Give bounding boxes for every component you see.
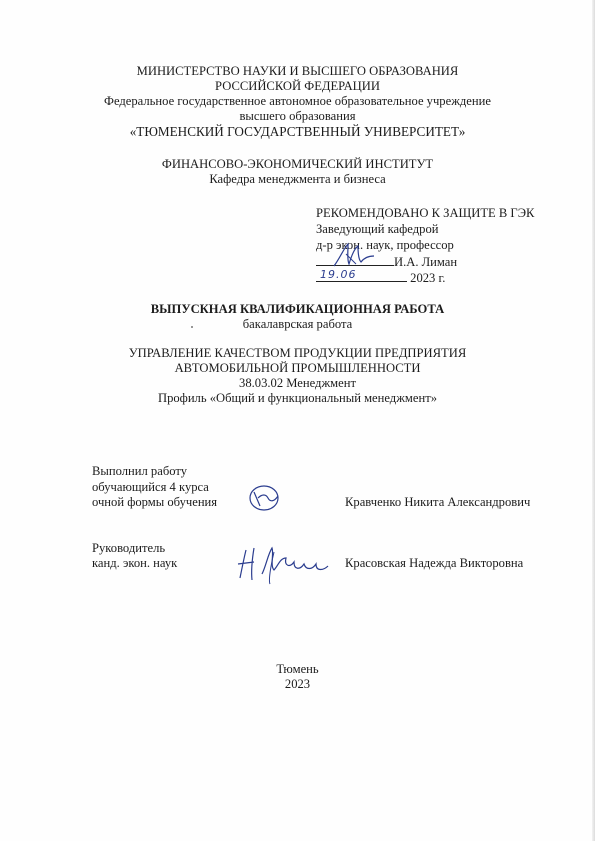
- student-name: Кравченко Никита Александрович: [345, 495, 531, 509]
- supervisor-signature-icon: [232, 540, 332, 590]
- footer-city: Тюмень: [276, 662, 319, 676]
- approval-degree: д-р экон. наук, профессор: [316, 238, 454, 252]
- institute-block: [0, 157, 595, 187]
- work-title-block: [0, 346, 595, 406]
- supervisor-name: Красовская Надежда Викторовна: [345, 556, 524, 570]
- approval-title: РЕКОМЕНДОВАНО К ЗАЩИТЕ В ГЭК: [316, 206, 535, 220]
- ministry-line-1: МИНИСТЕРСТВО НАУКИ И ВЫСШЕГО ОБРАЗОВАНИЯ: [136, 64, 459, 78]
- work-subtype: бакалаврская работа: [242, 317, 353, 331]
- footer-year: 2023: [284, 677, 311, 691]
- work-title-line-1: УПРАВЛЕНИЕ КАЧЕСТВОМ ПРОДУКЦИИ ПРЕДПРИЯТИЯ: [128, 346, 467, 360]
- work-profile: Профиль «Общий и функциональный менеджмент»: [157, 391, 438, 405]
- work-title-line-2: АВТОМОБИЛЬНОЙ ПРОМЫШЛЕННОСТИ: [174, 361, 421, 375]
- department-name: Кафедра менеджмента и бизнеса: [209, 172, 386, 186]
- student-label-3: очной формы обучения: [92, 495, 218, 509]
- institution-line-2: высшего образования: [239, 109, 356, 123]
- institute-name: ФИНАНСОВО-ЭКОНОМИЧЕСКИЙ ИНСТИТУТ: [161, 157, 434, 171]
- scan-speck: [191, 326, 193, 328]
- supervisor-label-1: Руководитель: [92, 541, 166, 555]
- handwritten-date: 19.06: [320, 268, 357, 281]
- header-block: [0, 64, 595, 139]
- student-signature-icon: [246, 482, 286, 514]
- head-signature-icon: [330, 240, 378, 272]
- student-label-2: обучающийся 4 курса: [92, 480, 209, 494]
- ministry-line-2: РОССИЙСКОЙ ФЕДЕРАЦИИ: [215, 79, 380, 93]
- approval-role: Заведующий кафедрой: [316, 222, 439, 236]
- university-name: «ТЮМЕНСКИЙ ГОСУДАРСТВЕННЫЙ УНИВЕРСИТЕТ»: [129, 124, 466, 139]
- approval-year: 2023 г.: [410, 271, 446, 285]
- institution-line-1: Федеральное государственное автономное образовательное учреждение: [104, 94, 491, 108]
- work-code: 38.03.02 Менеджмент: [239, 376, 356, 390]
- work-type: ВЫПУСКНАЯ КВАЛИФИКАЦИОННАЯ РАБОТА: [150, 302, 445, 316]
- student-label-1: Выполнил работу: [92, 464, 187, 478]
- approval-name: И.А. Лиман: [394, 255, 458, 269]
- supervisor-label-2: канд. экон. наук: [92, 556, 178, 570]
- work-block: [0, 302, 595, 332]
- footer-block: [0, 662, 595, 692]
